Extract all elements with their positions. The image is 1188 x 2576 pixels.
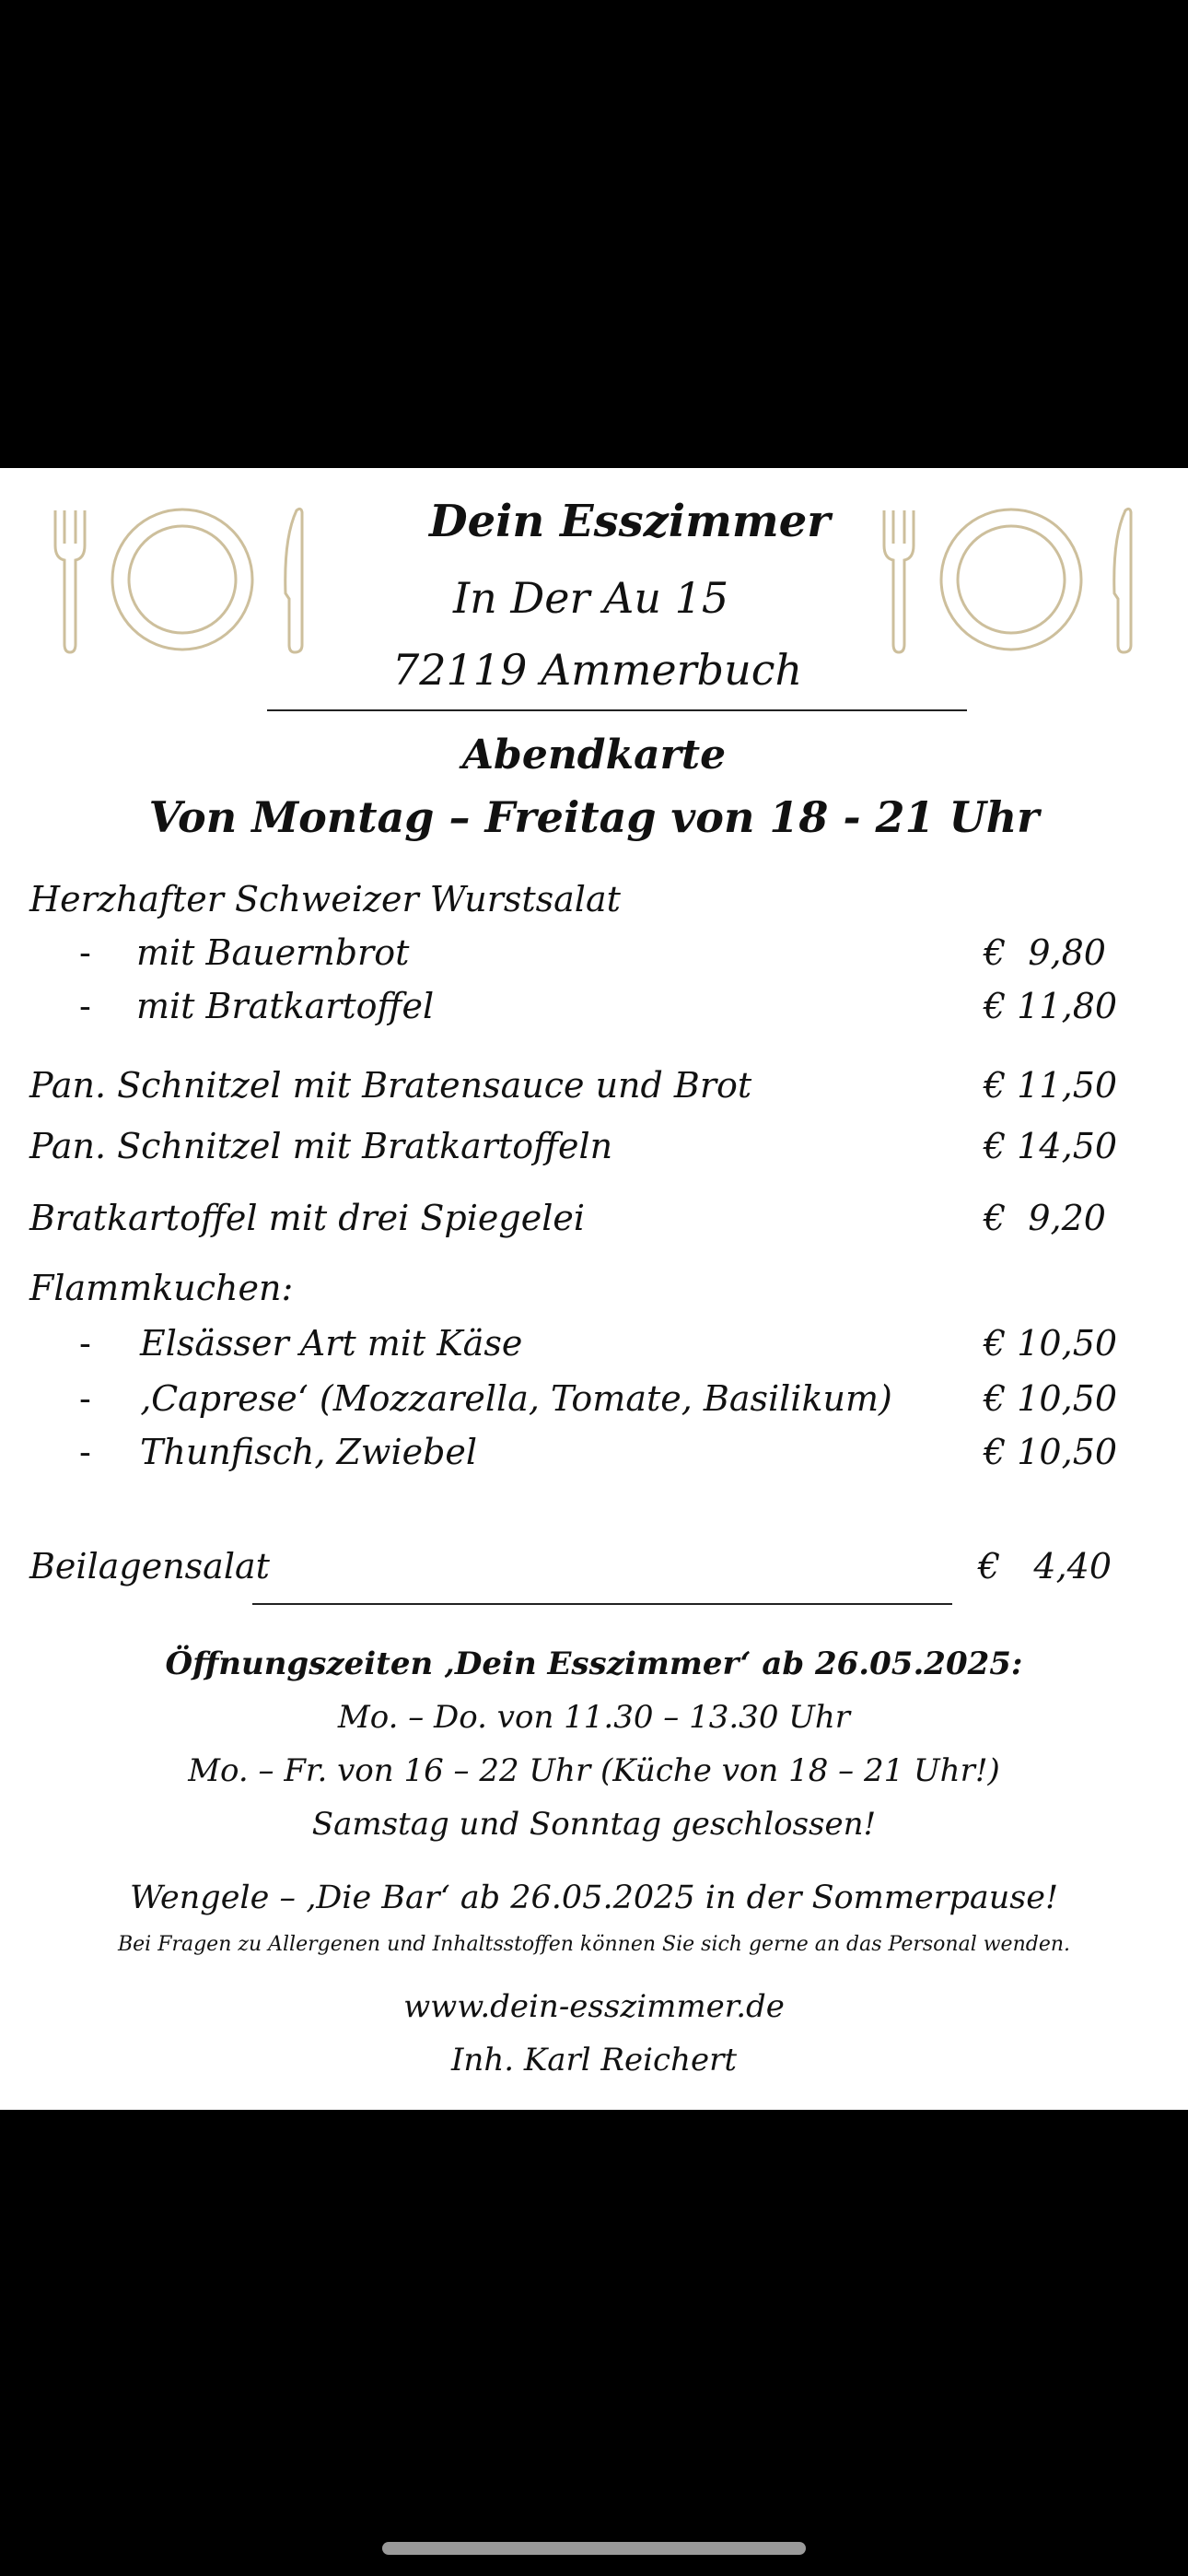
list-dash: - — [79, 986, 91, 1026]
menu-title: Abendkarte — [461, 732, 727, 779]
menu-item-label: Pan. Schnitzel mit Bratensauce und Brot — [29, 1065, 752, 1106]
opening-hours-title: Öffnungszeiten ‚Dein Esszimmer‘ ab 26.05.2025: — [165, 1645, 1023, 1682]
menu-item-label: mit Bratkartoffel — [136, 986, 435, 1026]
list-dash: - — [79, 1323, 91, 1364]
menu-item-price: € 10,50 — [984, 1378, 1118, 1419]
cutlery-plate-icon — [873, 501, 1149, 658]
opening-hours-line: Samstag und Sonntag geschlossen! — [311, 1806, 877, 1843]
beilagen-underline — [252, 1603, 952, 1605]
menu-document — [0, 468, 1188, 2110]
list-dash: - — [79, 1432, 91, 1472]
menu-item-label: ‚Caprese‘ (Mozzarella, Tomate, Basilikum) — [140, 1378, 892, 1419]
menu-item-price: € 14,50 — [984, 1126, 1118, 1166]
menu-item-label: mit Bauernbrot — [136, 932, 410, 973]
home-indicator[interactable] — [382, 2542, 806, 2555]
restaurant-name: Dein Esszimmer — [429, 496, 831, 547]
menu-item-price: € 9,80 — [984, 932, 1106, 973]
menu-item-label: Thunfisch, Zwiebel — [140, 1432, 478, 1472]
menu-item-label: Bratkartoffel mit drei Spiegelei — [29, 1198, 586, 1238]
menu-item-label: Beilagensalat — [29, 1546, 270, 1587]
allergen-notice: Bei Fragen zu Allergenen und Inhaltsstoffen können Sie sich gerne an das Personal wenden. — [117, 1933, 1071, 1956]
menu-item-price: € 10,50 — [984, 1432, 1118, 1472]
opening-hours-line: Mo. – Fr. von 16 – 22 Uhr (Küche von 18 – 21 Uhr!) — [188, 1752, 1000, 1789]
list-dash: - — [79, 1378, 91, 1419]
menu-item-price: € 11,80 — [984, 986, 1118, 1026]
menu-item-price: € 9,20 — [984, 1198, 1106, 1238]
menu-item-price: € 10,50 — [984, 1323, 1118, 1364]
menu-item-label: Elsässer Art mit Käse — [140, 1323, 523, 1364]
cutlery-plate-icon — [44, 501, 320, 658]
section-title-flammkuchen: Flammkuchen: — [29, 1268, 294, 1308]
website-link[interactable]: www.dein-esszimmer.de — [403, 1988, 785, 2025]
menu-item-price: € 11,50 — [984, 1065, 1118, 1106]
owner: Inh. Karl Reichert — [450, 2042, 738, 2078]
menu-item-label: Pan. Schnitzel mit Bratkartoffeln — [29, 1126, 613, 1166]
header-divider — [267, 709, 967, 711]
list-dash: - — [79, 932, 91, 973]
opening-hours-line: Mo. – Do. von 11.30 – 13.30 Uhr — [337, 1699, 851, 1736]
section-title-wurstsalat: Herzhafter Schweizer Wurstsalat — [29, 879, 621, 919]
address-city: 72119 Ammerbuch — [392, 645, 803, 695]
service-hours: Von Montag – Freitag von 18 - 21 Uhr — [148, 792, 1040, 842]
bar-notice: Wengele – ‚Die Bar‘ ab 26.05.2025 in der Sommerpause! — [129, 1879, 1059, 1916]
menu-item-price: € 4,40 — [978, 1546, 1112, 1587]
address-street: In Der Au 15 — [453, 573, 729, 623]
